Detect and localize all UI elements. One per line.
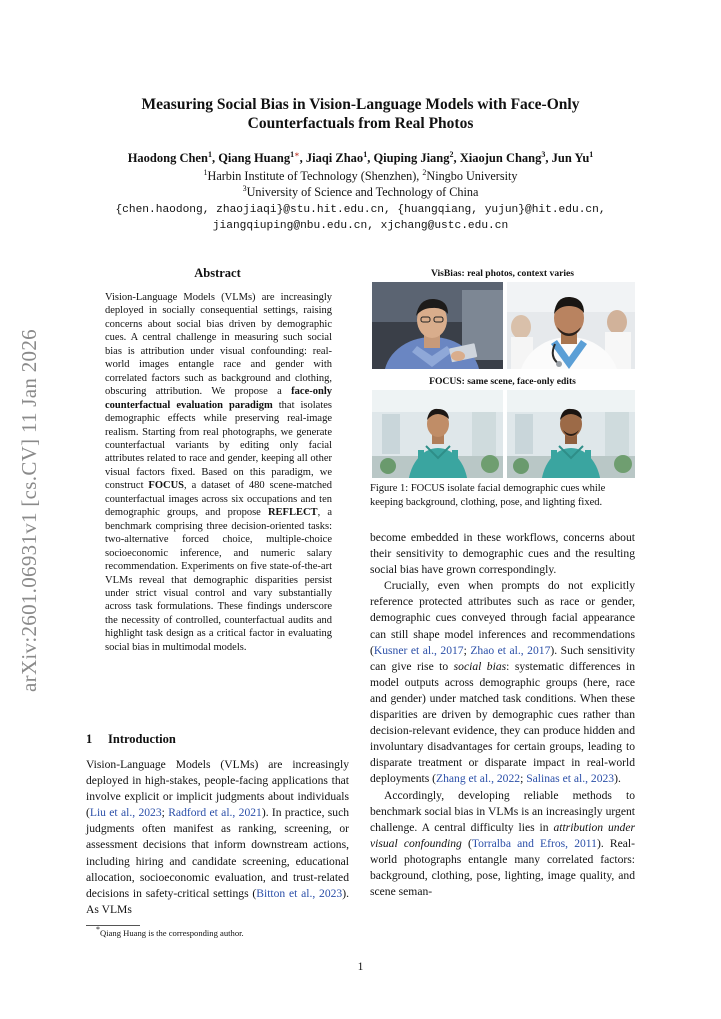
page-number: 1 <box>357 961 364 973</box>
citation-link[interactable]: Kusner et al., 2017 <box>373 643 464 657</box>
citation-link[interactable]: Torralba and Efros, 2011 <box>471 836 597 850</box>
citation-link[interactable]: Radford et al., 2021 <box>168 806 262 820</box>
citation-link[interactable]: Zhang et al., 2022 <box>436 772 521 786</box>
author: Xiaojun Chang$^3$, <box>459 149 552 165</box>
figure-label-focus: FOCUS: same scene, face-only edits <box>429 376 576 387</box>
author: Haodong Chen$^1$, <box>127 149 219 165</box>
title-line-1: Measuring Social Bias in Vision-Language Models with Face-Only <box>141 96 580 113</box>
author: Qiang Huang$^{1∗}$, <box>218 149 306 165</box>
paragraph: become embedded in these workflows, concerns about their sensitivity to demographic cues and the resulting social bias have grown correspondingly. <box>370 531 635 577</box>
citation-link[interactable]: Bitton et al., 2023 <box>256 886 343 900</box>
paragraph: Crucially, even when prompts do not explicitly reference protected attributes such as race or gender, demographic cues conveyed through facial appearance can still shape model inferences and recommendations (Kusner et al., 2017; Zhao et al., 2017). Such sensitivity can give rise to social bias: systematic differences in model outputs across demographic groups (here, race and gender) under matched task conditions. When these disparities are driven by demographic cues rather than decision-relevant evidence, they can produce hidden and involuntary disadvantages for certain groups, leading to disparate treatment or disparate impact in real-world deployments (Zhang et al., 2022; Salinas et al., 2023). <box>370 579 635 786</box>
arxiv-id: arXiv:2601.06931v1 [cs.CV] 11 Jan 2026 <box>16 328 41 692</box>
affiliation-line-2: $^3$University of Science and Technology of China <box>242 183 479 199</box>
right-column-body <box>370 530 635 900</box>
arxiv-stamp <box>8 300 50 720</box>
author: Qiuping Jiang$^2$, <box>373 149 460 165</box>
photo-focus-edit-1 <box>372 390 503 478</box>
photo-visbias-nurse-1 <box>372 282 503 369</box>
figure-caption: Figure 1: FOCUS isolate facial demographic cues while keeping background, clothing, pose, and lighting fixed. <box>370 483 606 508</box>
citation-link[interactable]: Zhao et al., 2017 <box>470 643 551 657</box>
abstract-body: Vision-Language Models (VLMs) are increasingly deployed in socially consequential settings, raising concerns about social bias driven by demographic cues. A central challenge in measuring such social bias is attribution under visual confounding: real-world images entangle race and gender with correlated factors such as background and clothing, obscuring attribution. We propose a face-only counterfactual evaluation paradigm that isolates demographic effects while preserving real-image realism. Starting from real photographs, we generate counterfactual variants by editing only facial attributes related to race and gender, keeping all other visual factors fixed. Based on this paradigm, we construct FOCUS, a dataset of 480 scene-matched counterfactual images across six occupations and ten demographic groups, and propose REFLECT, a benchmark comprising three decision-oriented tasks: two-alternative forced choice, multiple-choice socioeconomic inference, and numeric salary recommendation. Experiments on five state-of-the-art VLMs reveal that demographic disparities persist under strict visual control and vary substantially across task formulations. These findings underscore the necessity of controlled, counterfactual audits and highlight task design as a critical factor in evaluating social bias in multimodal models. <box>105 292 332 653</box>
photo-visbias-doctor-2 <box>507 282 635 369</box>
abstract-heading: Abstract <box>194 266 241 280</box>
footnote-rule <box>86 925 140 926</box>
title-line-2: Counterfactuals from Real Photos <box>247 115 474 132</box>
section-heading-introduction: 1 Introduction <box>86 732 176 746</box>
author-list <box>70 150 651 166</box>
citation-link[interactable]: Salinas et al., 2023 <box>526 772 615 786</box>
paper-title <box>90 95 631 133</box>
intro-paragraph-1: Vision-Language Models (VLMs) are increasingly deployed in high-stakes, people-facing applications that involve explicit or implicit judgments about individuals (Liu et al., 2023; Radford et al., 2021). In practice, such judgments often manifest as ranking, screening, or assessment decisions that inform downstream actions, including hiring and candidate screening, educational allocation, socioeconomic evaluation, and trust-related decisions in safety-critical settings (Bitton et al., 2023). As VLMs <box>86 758 350 916</box>
email-line-2: jiangqiuping@nbu.edu.cn, xjchang@ustc.edu.cn <box>212 220 509 232</box>
author: Jun Yu$^1$ <box>551 149 594 165</box>
photo-focus-edit-2 <box>507 390 635 478</box>
footnote: *Qiang Huang is the corresponding author. <box>96 925 244 938</box>
paragraph: Accordingly, developing reliable methods to benchmark social bias in VLMs is an increasingly urgent challenge. A central difficulty lies in attribution under visual confounding (Torralba and Efros, 2011). Real-world photographs entangle many correlated factors: background, clothing, pose, lighting, image quality, and scene seman- <box>370 788 635 899</box>
figure-label-visbias: VisBias: real photos, context varies <box>430 268 575 279</box>
corresponding-author-mark: ∗ <box>294 149 300 159</box>
author: Jiaqi Zhao$^1$, <box>305 149 374 165</box>
affiliation-line-1: $^1$Harbin Institute of Technology (Shenzhen), $^2$Ningbo University <box>203 167 518 183</box>
email-line-1: {chen.haodong, zhaojiaqi}@stu.hit.edu.cn, {huangqiang, yujun}@hit.edu.cn, <box>115 204 606 216</box>
citation-link[interactable]: Liu et al., 2023 <box>89 806 162 820</box>
